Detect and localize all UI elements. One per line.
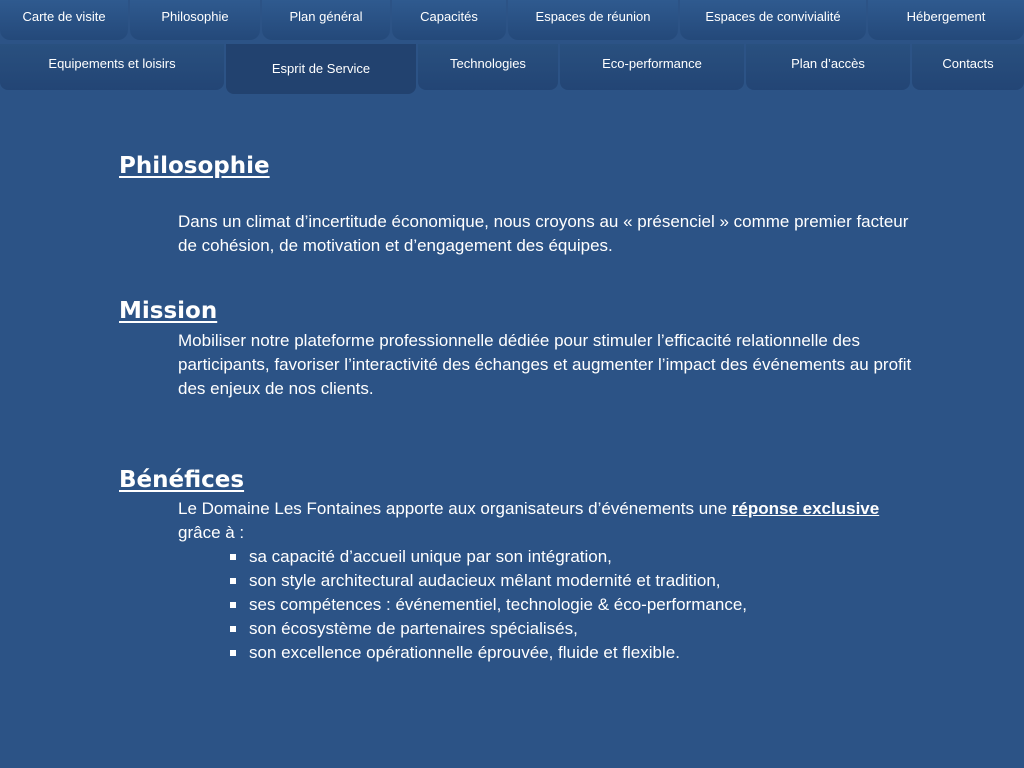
list-item bbox=[230, 545, 747, 569]
benefices-intro bbox=[178, 497, 918, 545]
list-item-text: ses compétences : événementiel, technologie & éco-performance, bbox=[249, 595, 747, 614]
reponse-exclusive-highlight: réponse exclusive bbox=[731, 499, 880, 518]
list-item-text: sa capacité d’accueil unique par son intégration, bbox=[249, 547, 612, 566]
tab-technologies[interactable]: Technologies bbox=[418, 44, 558, 90]
list-item-text: son excellence opérationnelle éprouvée, fluide et flexible. bbox=[249, 643, 680, 662]
square-bullet-icon bbox=[230, 578, 236, 584]
benefices-intro-before: Le Domaine Les Fontaines apporte aux organisateurs d’événements une bbox=[178, 499, 732, 518]
square-bullet-icon bbox=[230, 650, 236, 656]
tab-contacts[interactable]: Contacts bbox=[912, 44, 1024, 90]
nav-row-1 bbox=[0, 0, 1024, 40]
tab-plan-general[interactable]: Plan général bbox=[262, 0, 390, 40]
benefices-intro-after: grâce à : bbox=[178, 523, 245, 542]
tab-equipements-et-loisirs[interactable]: Equipements et loisirs bbox=[0, 44, 224, 90]
tab-carte-de-visite[interactable]: Carte de visite bbox=[0, 0, 128, 40]
tab-philosophie[interactable]: Philosophie bbox=[130, 0, 260, 40]
list-item bbox=[230, 617, 747, 641]
square-bullet-icon bbox=[230, 554, 236, 560]
tab-esprit-de-service[interactable]: Esprit de Service bbox=[226, 44, 416, 94]
tab-espaces-de-reunion[interactable]: Espaces de réunion bbox=[508, 0, 678, 40]
mission-heading: Mission bbox=[119, 298, 218, 324]
list-item-text: son style architectural audacieux mêlant modernité et tradition, bbox=[249, 571, 721, 590]
list-item bbox=[230, 641, 747, 665]
tab-capacites[interactable]: Capacités bbox=[392, 0, 506, 40]
mission-text: Mobiliser notre plateforme professionnelle dédiée pour stimuler l’efficacité relationnelle des participants, favoriser l’interactivité des échanges et augmenter l’impact des événements au profit des enjeux de nos clients. bbox=[178, 331, 912, 398]
tab-eco-performance[interactable]: Eco-performance bbox=[560, 44, 744, 90]
tab-hebergement[interactable]: Hébergement bbox=[868, 0, 1024, 40]
benefices-list bbox=[230, 545, 747, 665]
philosophie-heading: Philosophie bbox=[119, 153, 270, 179]
list-item bbox=[230, 593, 747, 617]
benefices-heading: Bénéfices bbox=[119, 467, 245, 493]
tab-plan-d-acces[interactable]: Plan d’accès bbox=[746, 44, 910, 90]
square-bullet-icon bbox=[230, 626, 236, 632]
philosophie-text: Dans un climat d’incertitude économique, nous croyons au « présenciel » comme premier facteur de cohésion, de motivation et d’engagement des équipes. bbox=[178, 212, 909, 255]
square-bullet-icon bbox=[230, 602, 236, 608]
list-item-text: son écosystème de partenaires spécialisés, bbox=[249, 619, 578, 638]
nav-row-2 bbox=[0, 44, 1024, 90]
list-item bbox=[230, 569, 747, 593]
tab-espaces-de-convivialite[interactable]: Espaces de convivialité bbox=[680, 0, 866, 40]
